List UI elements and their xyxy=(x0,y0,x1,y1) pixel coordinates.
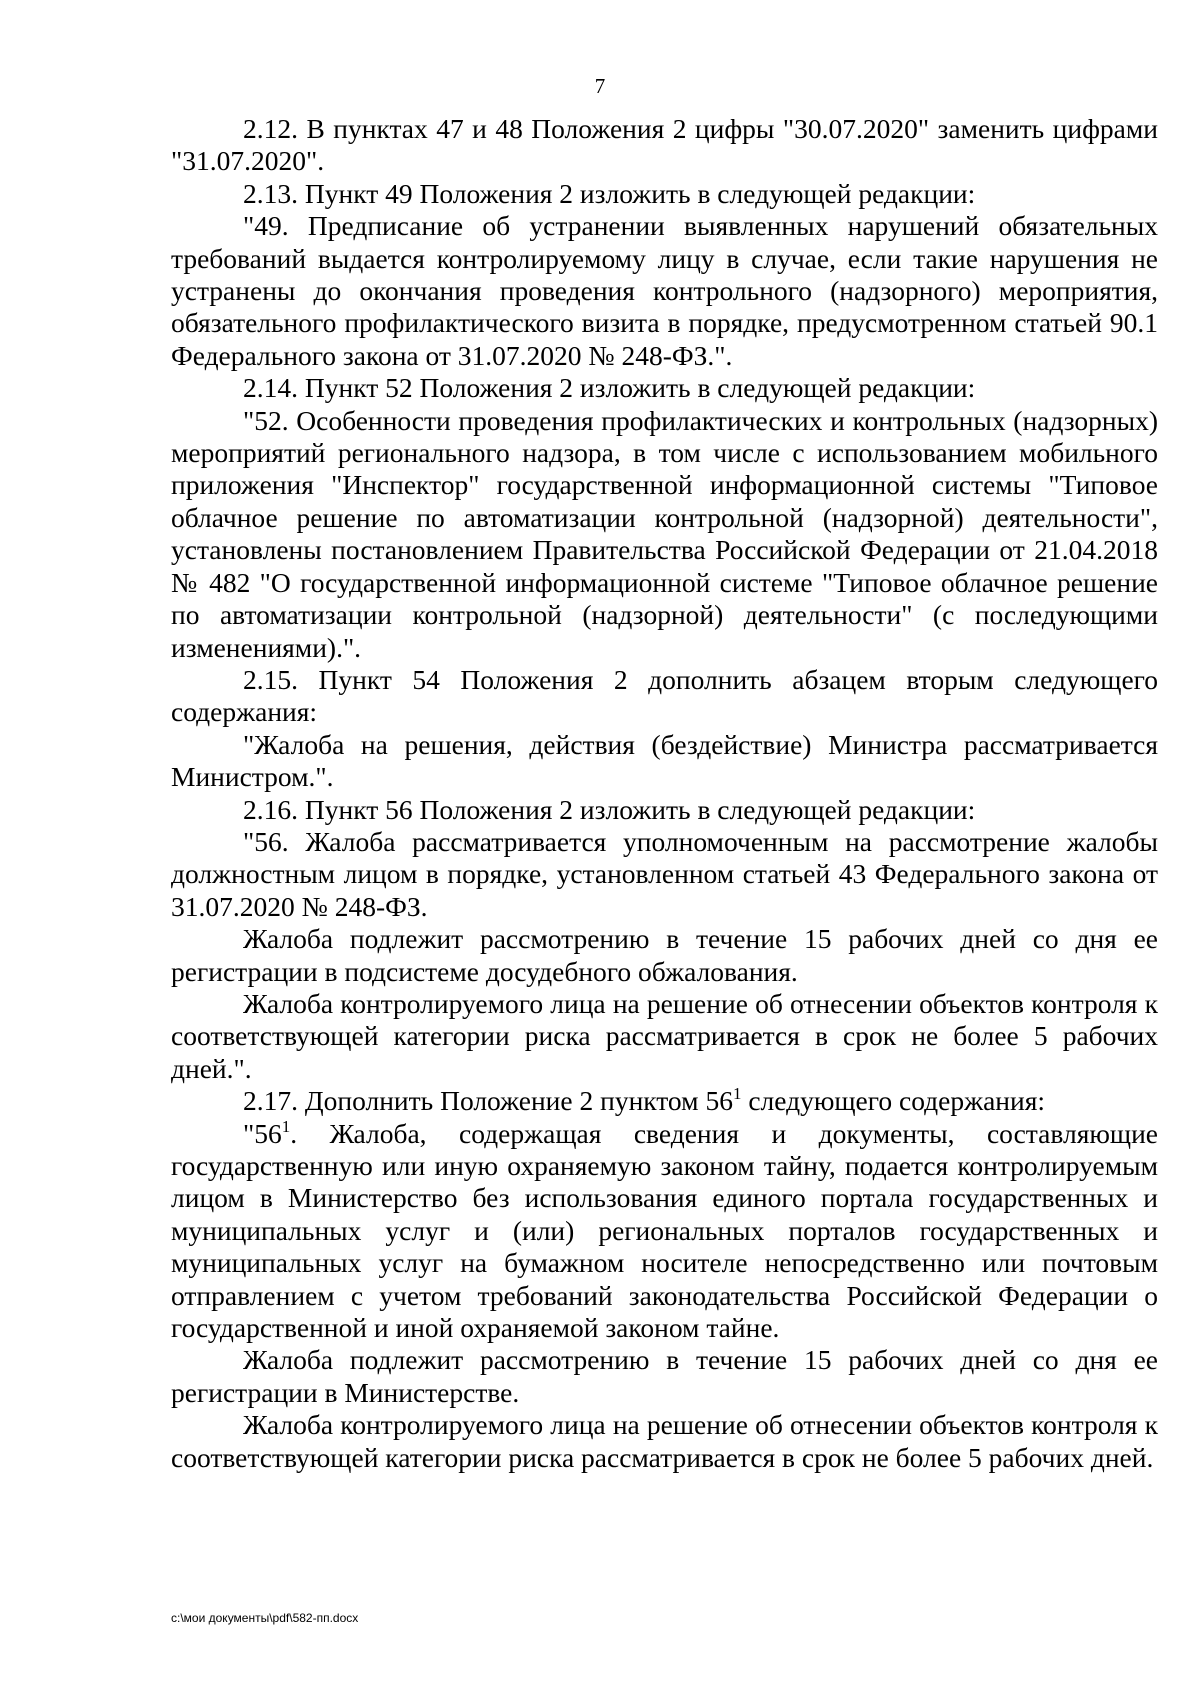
paragraph-52-text: "52. Особенности проведения профилактических и контрольных (надзорных) мероприятий регионального надзора, в том числе с использованием мобильного приложения "Инспектор" государственной информационной системы "Типовое облачное решение по автоматизации контрольной (надзорной) деятельности", установлены постановлением Правительства Российской Федерации от 21.04.2018 № 482 "О государственной информационной системе "Типовое облачное решение по автоматизации контрольной (надзорной) деятельности" (с последующими изменениями).". xyxy=(171,404,1158,663)
paragraph-54-addition: "Жалоба на решения, действия (бездействие) Министра рассматривается Министром.". xyxy=(171,728,1158,793)
superscript-1: 1 xyxy=(732,1084,742,1104)
paragraph-2-15: 2.15. Пункт 54 Положения 2 дополнить абзацем вторым следующего содержания: xyxy=(171,663,1158,728)
document-body xyxy=(171,113,1158,1474)
paragraph-56-1-text xyxy=(171,1118,1158,1345)
file-path-footer: c:\мои документы\pdf\582-пп.docx xyxy=(171,1611,359,1625)
superscript-1: 1 xyxy=(281,1116,291,1136)
paragraph-2-12: 2.12. В пунктах 47 и 48 Положения 2 цифры "30.07.2020" заменить цифрами "31.07.2020". xyxy=(171,113,1158,177)
paragraph-2-17-before: 2.17. Дополнить Положение 2 пунктом 56 xyxy=(243,1085,733,1117)
paragraph-56-term: Жалоба подлежит рассмотрению в течение 15 рабочих дней со дня ее регистрации в подсистеме досудебного обжалования. xyxy=(171,923,1158,987)
paragraph-56-1-after: . Жалоба, содержащая сведения и документы, составляющие государственную или иную охраняемую законом тайну, подается контролируемым лицом в Министерство без использования единого портала государственных и муниципальных услуг и (или) региональных порталов государственных и муниципальных услуг на бумажном носителе непосредственно или почтовым отправлением с учетом требований законодательства Российской Федерации о государственной и иной охраняемой законом тайне. xyxy=(171,1117,1158,1344)
page-number: 7 xyxy=(594,74,606,98)
paragraph-56-1-risk: Жалоба контролируемого лица на решение об отнесении объектов контроля к соответствующей категории риска рассматривается в срок не более 5 рабочих дней. xyxy=(171,1409,1158,1473)
paragraph-56-text: "56. Жалоба рассматривается уполномоченным на рассмотрение жалобы должностным лицом в порядке, установленном статьей 43 Федерального закона от 31.07.2020 № 248-ФЗ. xyxy=(171,825,1158,922)
paragraph-2-13: 2.13. Пункт 49 Положения 2 изложить в следующей редакции: xyxy=(243,177,976,209)
paragraph-2-14: 2.14. Пункт 52 Положения 2 изложить в следующей редакции: xyxy=(243,372,976,404)
paragraph-2-17-after: следующего содержания: xyxy=(741,1085,1046,1117)
paragraph-49-text: "49. Предписание об устранении выявленных нарушений обязательных требований выдается контролируемому лицу в случае, если такие нарушения не устранены до окончания проведения контрольного (надзорного) мероприятия, обязательного профилактического визита в порядке, предусмотренном статьей 90.1 Федерального закона от 31.07.2020 № 248-ФЗ.". xyxy=(171,210,1158,371)
paragraph-2-17 xyxy=(171,1085,1158,1117)
paragraph-56-1-term: Жалоба подлежит рассмотрению в течение 15 рабочих дней со дня ее регистрации в Министерстве. xyxy=(171,1344,1158,1408)
paragraph-56-1-before: "56 xyxy=(243,1117,282,1149)
paragraph-2-16: 2.16. Пункт 56 Положения 2 изложить в следующей редакции: xyxy=(243,793,976,825)
paragraph-56-risk: Жалоба контролируемого лица на решение об отнесении объектов контроля к соответствующей категории риска рассматривается в срок не более 5 рабочих дней.". xyxy=(171,987,1158,1084)
